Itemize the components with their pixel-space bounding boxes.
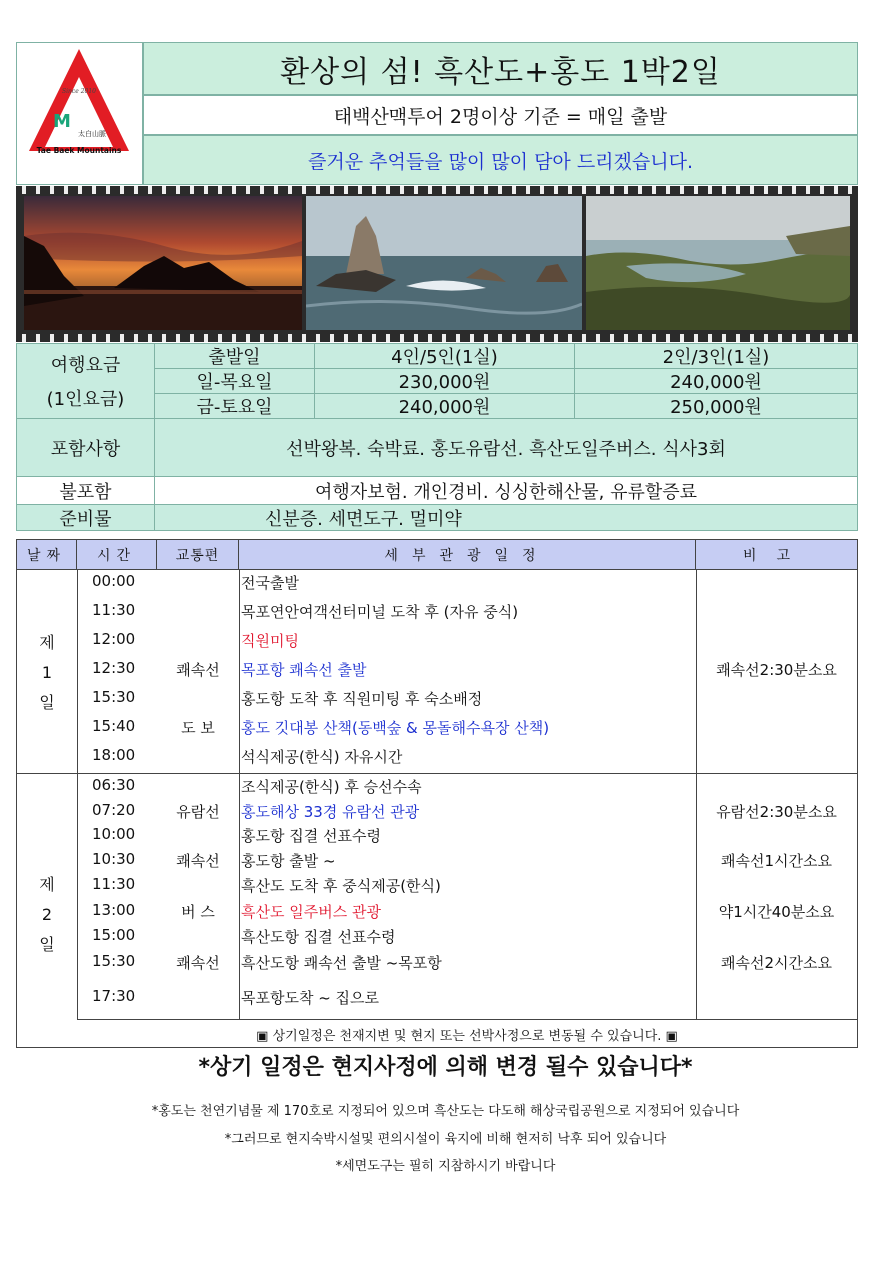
schedule-table [16, 539, 858, 1048]
logo-since-text: Since 2010 [62, 88, 96, 95]
schedule-time: 15:40 [92, 717, 136, 735]
schedule-detail: 흑산도항 쾌속선 출발 ~목포항 [241, 954, 442, 972]
schedule-detail: 조식제공(한식) 후 승선수속 [241, 778, 422, 796]
note-line: *세면도구는 필히 지참하시기 바랍니다 [335, 1159, 556, 1174]
schedule-detail: 홍도항 도착 후 직원미팅 후 숙소배정 [241, 690, 483, 708]
schedule-note: 쾌속선2:30분소요 [716, 661, 837, 679]
price-row-day: 금-토요일 [155, 394, 315, 419]
page-title: 환상의 섬! 흑산도+홍도 1박2일 [143, 42, 858, 95]
schedule-time: 15:30 [92, 688, 136, 706]
mountain-logo-icon [17, 43, 142, 184]
excluded-label: 불포함 [17, 477, 155, 505]
schedule-footnote: ▣ 상기일정은 천재지변 및 현지 또는 선박사정으로 변동될 수 있습니다. ▣ [256, 1028, 678, 1044]
price-table [16, 343, 858, 531]
schedule-time: 06:30 [92, 776, 136, 794]
schedule-time: 18:00 [92, 746, 136, 764]
schedule-time: 10:00 [92, 825, 136, 843]
schedule-detail: 흑산도항 집결 선표수령 [241, 928, 396, 946]
note-line: *홍도는 천연기념물 제 170호로 지정되어 있으며 흑산도는 다도해 해상국립공원으로 지정되어 있습니다 [151, 1104, 740, 1119]
schedule-detail: 목포연안여객선터미널 도착 후 (자유 중식) [241, 603, 519, 621]
day2-label: 제 2 일 [39, 875, 55, 954]
price-col-b: 2인/3인(1실) [575, 344, 857, 369]
schedule-header-time: 시간 [77, 540, 157, 570]
schedule-transport: 쾌속선 [176, 852, 220, 870]
schedule-note: 쾌속선1시간소요 [721, 852, 832, 870]
price-row-day: 일-목요일 [155, 369, 315, 394]
schedule-time: 15:00 [92, 926, 136, 944]
schedule-time: 11:30 [92, 601, 136, 619]
price-col-a: 4인/5인(1실) [315, 344, 575, 369]
logo-cn-text: 太白山脈 [78, 130, 106, 138]
change-notice: *상기 일정은 현지사정에 의해 변경 될수 있습니다* [198, 1055, 693, 1080]
schedule-detail: 석식제공(한식) 자유시간 [241, 748, 403, 766]
schedule-detail: 목포항 쾌속선 출발 [241, 661, 367, 679]
photo-sunset-island [24, 196, 302, 330]
schedule-transport: 도 보 [181, 719, 215, 737]
price-label-line2: (1인요금) [46, 389, 125, 410]
price-col-header: 출발일 [155, 344, 315, 369]
schedule-detail: 흑산도 일주버스 관광 [241, 903, 381, 921]
schedule-header-detail: 세부관광일정 [239, 540, 696, 570]
schedule-transport: 유람선 [176, 803, 220, 821]
schedule-transport: 쾌속선 [176, 954, 220, 972]
schedule-time: 12:30 [92, 659, 136, 677]
price-row-b: 240,000원 [575, 369, 857, 394]
schedule-time: 00:00 [92, 572, 136, 590]
page-tagline: 즐거운 추억들을 많이 많이 담아 드리겠습니다. [143, 135, 858, 185]
schedule-header-transport: 교통편 [157, 540, 239, 570]
schedule-time: 07:20 [92, 801, 136, 819]
schedule-transport: 버 스 [181, 903, 215, 921]
schedule-time: 12:00 [92, 630, 136, 648]
schedule-header-date: 날짜 [17, 540, 77, 570]
company-logo [16, 42, 143, 185]
schedule-header-note: 비고 [696, 540, 857, 570]
schedule-time: 15:30 [92, 952, 136, 970]
prepare-value: 신분증. 세면도구. 멀미약 [265, 508, 462, 530]
page-subtitle: 태백산맥투어 2명이상 기준 = 매일 출발 [143, 95, 858, 135]
schedule-detail: 목포항도착 ~ 집으로 [241, 989, 380, 1007]
logo-en-text: Tae Baek Mountains [36, 146, 122, 155]
note-line: *그러므로 현지숙박시설및 편의시설이 육지에 비해 현저히 낙후 되어 있습니다 [224, 1132, 667, 1147]
schedule-time: 17:30 [92, 987, 136, 1005]
price-row-b: 250,000원 [575, 394, 857, 419]
schedule-detail: 전국출발 [241, 574, 299, 592]
schedule-detail: 홍도항 출발 ~ [241, 852, 336, 870]
schedule-detail: 홍도항 집결 선표수령 [241, 827, 381, 845]
logo-m-icon: M [53, 111, 71, 132]
schedule-detail: 홍도해상 33경 유람선 관광 [241, 803, 420, 821]
price-label [17, 344, 155, 419]
included-label: 포함사항 [17, 419, 155, 477]
schedule-note: 쾌속선2시간소요 [721, 954, 832, 972]
price-row-a: 240,000원 [315, 394, 575, 419]
schedule-detail: 직원미팅 [241, 632, 299, 650]
day1-label: 제 1 일 [39, 633, 55, 712]
photo-coastal-bay [586, 196, 850, 330]
schedule-time: 11:30 [92, 875, 136, 893]
photo-strip [16, 186, 858, 342]
included-value: 선박왕복. 숙박료. 홍도유람선. 흑산도일주버스. 식사3회 [155, 419, 857, 477]
excluded-value: 여행자보험. 개인경비. 싱싱한해산물, 유류할증료 [155, 477, 857, 505]
schedule-transport: 쾌속선 [176, 661, 220, 679]
schedule-time: 10:30 [92, 850, 136, 868]
schedule-note: 약1시간40분소요 [718, 903, 835, 921]
schedule-detail: 홍도 깃대봉 산책(동백숲 & 몽돌해수욕장 산책) [241, 719, 550, 737]
price-label-line1: 여행요금 [50, 355, 121, 376]
schedule-detail: 흑산도 도착 후 중식제공(한식) [241, 877, 441, 895]
prepare-label: 준비물 [17, 505, 155, 530]
photo-sea-rocks [306, 196, 582, 330]
price-row-a: 230,000원 [315, 369, 575, 394]
schedule-note: 유람선2:30분소요 [716, 803, 837, 821]
schedule-time: 13:00 [92, 901, 136, 919]
